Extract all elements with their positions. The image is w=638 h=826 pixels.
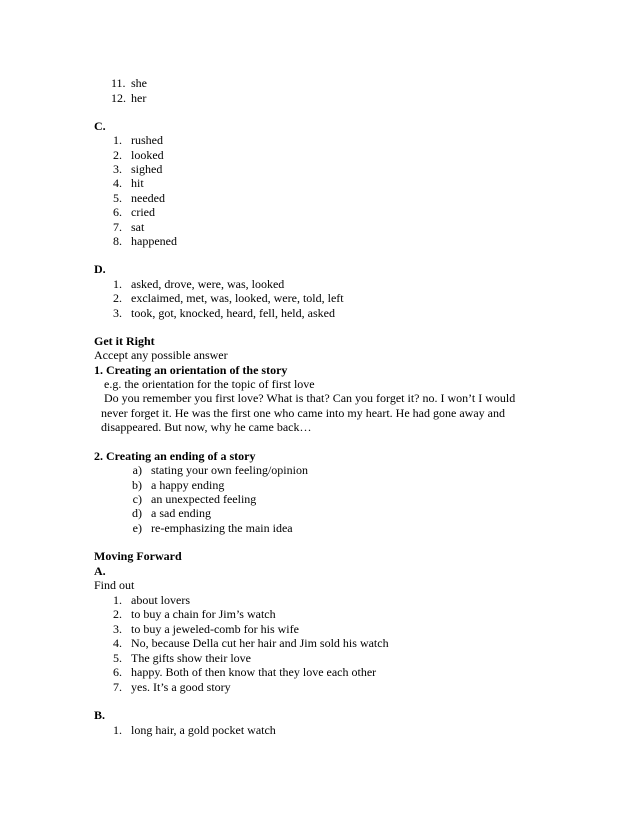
section-c-heading: C.	[94, 119, 106, 133]
list-number: 4.	[113, 176, 122, 190]
example-line: disappeared. But now, why he came back…	[101, 420, 312, 434]
list-item: asked, drove, were, was, looked	[131, 277, 285, 291]
part2-heading: 2. Creating an ending of a story	[94, 449, 256, 463]
list-item: she	[131, 76, 147, 90]
list-item: took, got, knocked, heard, fell, held, asked	[131, 306, 335, 320]
get-it-right-heading: Get it Right	[94, 334, 155, 348]
section-a-heading: A.	[94, 564, 106, 578]
list-item: exclaimed, met, was, looked, were, told, left	[131, 291, 344, 305]
list-item: an unexpected feeling	[151, 492, 257, 506]
get-it-right-intro: Accept any possible answer	[94, 348, 228, 362]
list-item: No, because Della cut her hair and Jim sold his watch	[131, 636, 389, 650]
list-number: 11.	[111, 76, 126, 90]
list-number: 6.	[113, 665, 122, 679]
list-item: to buy a chain for Jim’s watch	[131, 607, 276, 621]
part1-heading: 1. Creating an orientation of the story	[94, 363, 288, 377]
list-item: happened	[131, 234, 177, 248]
list-item: sat	[131, 220, 145, 234]
list-item: yes. It’s a good story	[131, 680, 231, 694]
list-item: a sad ending	[151, 506, 211, 520]
list-item: The gifts show their love	[131, 651, 251, 665]
list-number: a)	[132, 463, 142, 477]
list-item: cried	[131, 205, 155, 219]
list-item: long hair, a gold pocket watch	[131, 723, 276, 737]
list-item: sighed	[131, 162, 163, 176]
list-number: 1.	[113, 723, 122, 737]
list-number: 2.	[113, 148, 122, 162]
list-number: 7.	[113, 680, 122, 694]
example-line: Do you remember you first love? What is that? Can you forget it? no. I won’t I would	[104, 391, 516, 405]
list-item: rushed	[131, 133, 163, 147]
list-number: 1.	[113, 277, 122, 291]
list-item: stating your own feeling/opinion	[151, 463, 308, 477]
example-line: never forget it. He was the first one who came into my heart. He had gone away and	[101, 406, 505, 420]
list-number: 4.	[113, 636, 122, 650]
section-d-heading: D.	[94, 262, 106, 276]
list-number: 12.	[111, 91, 126, 105]
list-number: 8.	[113, 234, 122, 248]
list-item: a happy ending	[151, 478, 225, 492]
list-number: 5.	[113, 191, 122, 205]
list-number: 1.	[113, 593, 122, 607]
list-number: 3.	[113, 162, 122, 176]
list-item: re-emphasizing the main idea	[151, 521, 293, 535]
list-item: her	[131, 91, 147, 105]
list-number: d)	[132, 506, 142, 520]
list-item: happy. Both of then know that they love each other	[131, 665, 377, 679]
list-item: needed	[131, 191, 165, 205]
list-number: 1.	[113, 133, 122, 147]
list-number: b)	[132, 478, 142, 492]
list-number: 2.	[113, 291, 122, 305]
example-line: e.g. the orientation for the topic of first love	[104, 377, 315, 391]
list-number: 2.	[113, 607, 122, 621]
list-number: c)	[132, 492, 142, 506]
list-item: looked	[131, 148, 164, 162]
list-number: 6.	[113, 205, 122, 219]
moving-forward-heading: Moving Forward	[94, 549, 182, 563]
list-item: to buy a jeweled-comb for his wife	[131, 622, 299, 636]
list-item: hit	[131, 176, 144, 190]
list-item: about lovers	[131, 593, 190, 607]
list-number: 7.	[113, 220, 122, 234]
list-number: e)	[132, 521, 142, 535]
list-number: 3.	[113, 622, 122, 636]
list-number: 3.	[113, 306, 122, 320]
section-b-heading: B.	[94, 708, 106, 722]
list-number: 5.	[113, 651, 122, 665]
section-a-sub: Find out	[94, 578, 135, 592]
